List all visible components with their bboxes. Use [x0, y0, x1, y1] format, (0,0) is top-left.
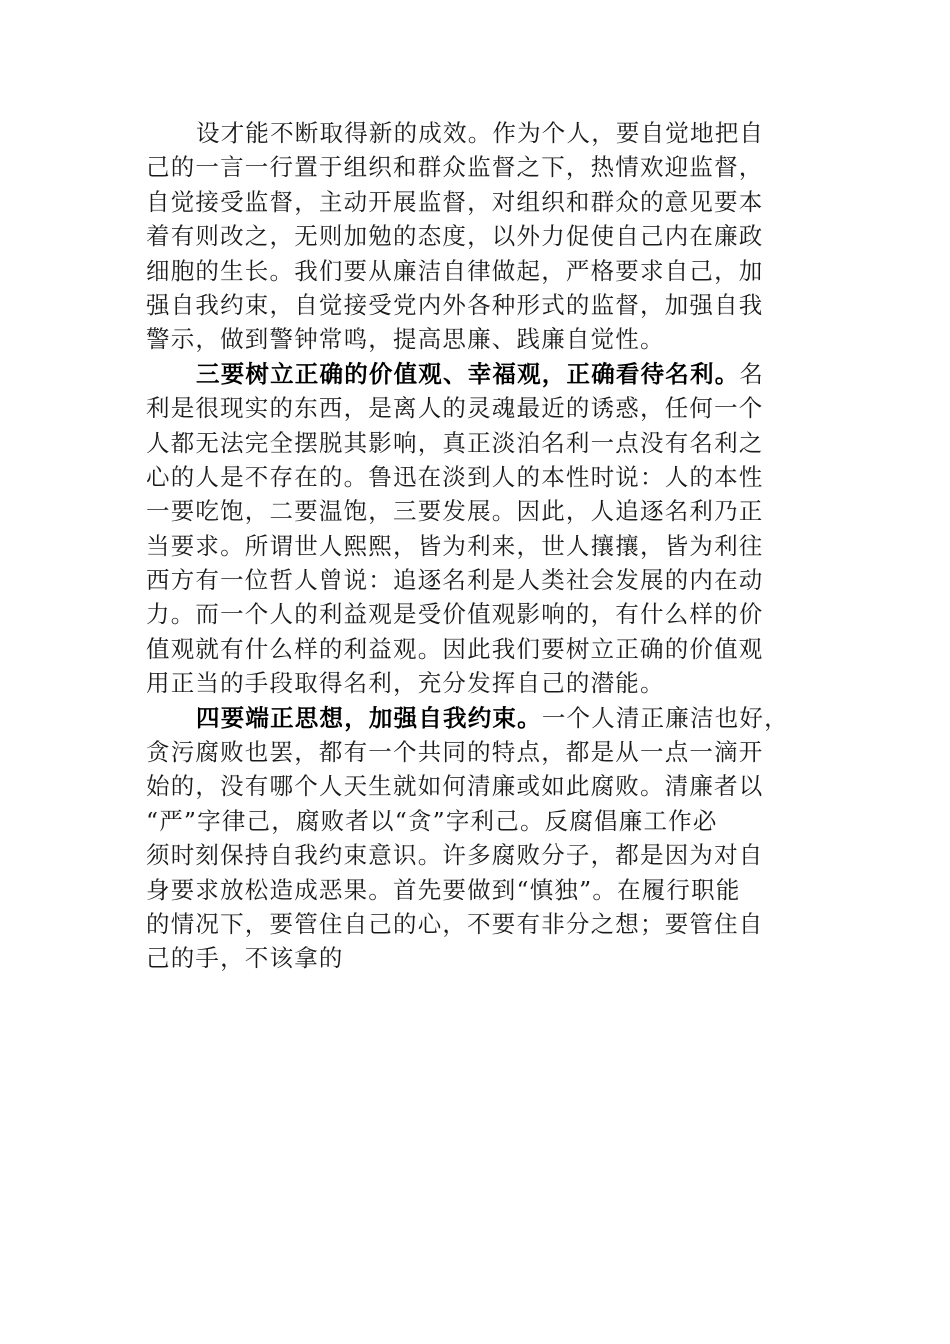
text-line: [146, 701, 816, 735]
text-line: 着有则改之，无则加勉的态度，以外力促使自己内在廉政: [146, 222, 764, 251]
text-line: 己的手，不该拿的: [146, 944, 344, 973]
text-line: 力。而一个人的利益观是受价值观影响的，有什么样的价: [146, 600, 764, 629]
text-line: 值观就有什么样的利益观。因此我们要树立正确的价值观: [146, 634, 764, 663]
section-heading: 四要端正思想，加强自我约束。: [196, 703, 542, 732]
text-line: 心的人是不存在的。鲁迅在淡到人的本性时说：人的本性: [146, 462, 764, 491]
text-line: “严”字律己，腐败者以“贪”字利己。反腐倡廉工作必: [146, 806, 718, 835]
text-line: 自觉接受监督，主动开展监督，对组织和群众的意见要本: [146, 187, 764, 216]
text-line: 用正当的手段取得名利，充分发挥自己的潜能。: [146, 669, 665, 698]
text-line: [146, 357, 816, 391]
paragraph-3: [146, 701, 816, 976]
text-line: 人都无法完全摆脱其影响，真正淡泊名利一点没有名利之: [146, 428, 764, 457]
document-body: [146, 116, 816, 976]
text-run: 一个人清正廉洁也好，: [541, 703, 789, 732]
text-line: 警示，做到警钟常鸣，提高思廉、践廉自觉性。: [146, 325, 665, 354]
text-line: 细胞的生长。我们要从廉洁自律做起，严格要求自己，加: [146, 256, 764, 285]
text-line: 的情况下，要管住自己的心，不要有非分之想；要管住自: [146, 909, 764, 938]
text-line: 设才能不断取得新的成效。作为个人，要自觉地把自: [196, 119, 765, 147]
text-line: 西方有一位哲人曾说：追逐名利是人类社会发展的内在动: [146, 566, 764, 595]
text-line: 己的一言一行置于组织和群众监督之下，热情欢迎监督，: [146, 153, 764, 182]
section-heading: 三要树立正确的价值观、幸福观，正确看待名利。: [196, 359, 740, 388]
text-line: 当要求。所谓世人熙熙，皆为利来，世人攘攘，皆为利往: [146, 531, 764, 560]
text-line: 贪污腐败也罢，都有一个共同的特点，都是从一点一滴开: [146, 738, 764, 767]
text-line: 利是很现实的东西，是离人的灵魂最近的诱惑，任何一个: [146, 394, 764, 423]
text-line: 强自我约束，自觉接受党内外各种形式的监督，加强自我: [146, 290, 764, 319]
text-line: 始的，没有哪个人天生就如何清廉或如此腐败。清廉者以: [146, 772, 764, 801]
text-line: 一要吃饱，二要温饱，三要发展。因此，人追逐名利乃正: [146, 497, 764, 526]
text-line: 身要求放松造成恶果。首先要做到“慎独”。在履行职能: [146, 875, 741, 904]
text-line: 须时刻保持自我约束意识。许多腐败分子，都是因为对自: [146, 841, 764, 870]
text-run: 名: [739, 359, 765, 388]
paragraph-1: [146, 116, 816, 357]
paragraph-2: [146, 357, 816, 701]
